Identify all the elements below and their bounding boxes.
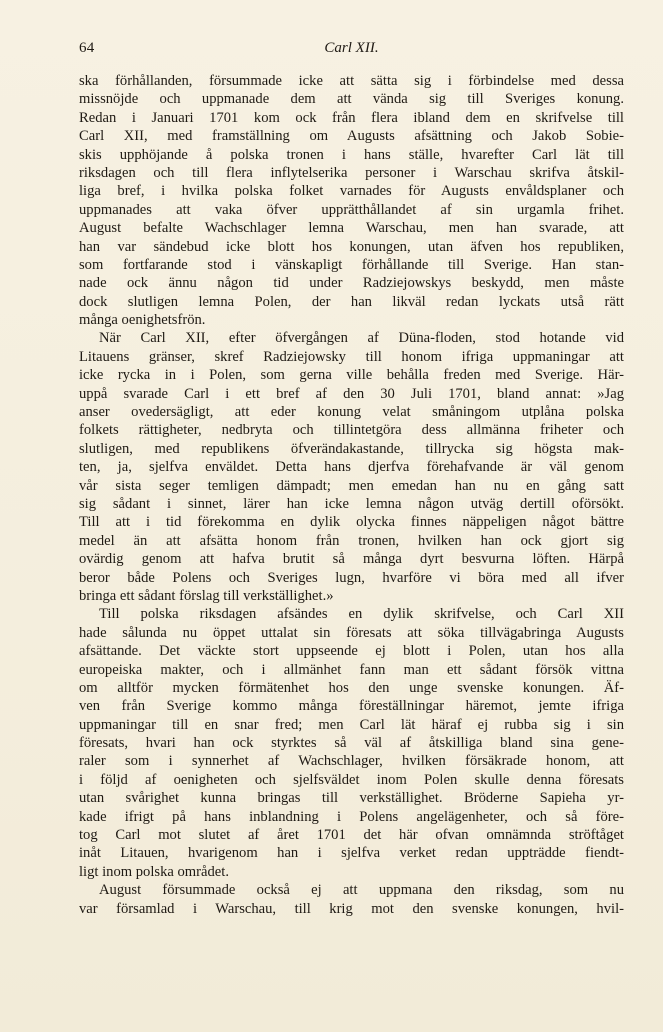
paragraph (79, 72, 624, 329)
text-line: liga bref, i hvilka polska folket varnades för Augusts envåldsplaner och (79, 183, 624, 200)
text-line: utan svårighet kunna bringas till verkställighet. Bröderne Sapieha yr- (79, 790, 624, 807)
text-line: europeiska makter, och i allmänhet fann man ett sådant försök vittna (79, 661, 624, 678)
text-line: Redan i Januari 1701 kom ock från flera ibland dem en skrifvelse till (79, 109, 624, 126)
text-line: nade ock ännu någon tid under Radziejowskys beskydd, men måste (79, 275, 624, 292)
text-line: Litauens gränser, skref Radziejowsky till honom ifriga uppmaningar att (79, 348, 624, 365)
text-line: han var sändebud icke blott hos konungen, utan äfven hos republiken, (79, 238, 624, 255)
text-line: uppmanades att vaka öfver upprätthållandet af sin urgamla frihet. (79, 201, 624, 218)
text-line: anser ovedersägligt, att eder konung velat småningom utplåna polska (79, 404, 624, 421)
text-line: riksdagen och till flera inflytelserika personer i Warschau skrifva åtskil- (79, 164, 624, 181)
text-line: många oenighetsfrön. (79, 312, 206, 329)
text-line: ven från Sverige kommo många föreställningar häremot, jemte ifriga (79, 698, 624, 715)
text-line: föresats, hvari han ock styrktes så väl af åtskilliga bland sina gene- (79, 735, 624, 752)
text-line: dock slutligen lemna Polen, der han likväl redan lyckats utså rätt (79, 293, 624, 310)
text-line: tog Carl mot slutet af året 1701 det här ofvan omnämnda ströftåget (79, 827, 624, 844)
text-line: som fortfarande stod i vänskapligt förhållande till Sverige. Han stan- (79, 256, 624, 273)
text-line: inåt Litauen, hvarigenom han i sjelfva verket redan uppträdde fiendt- (79, 845, 624, 862)
text-line: uppå svarade Carl i ett bref af den 30 Juli 1701, bland annat: »Jag (79, 385, 624, 402)
text-line: afsättande. Det väckte stort uppseende ej blott i Polen, utan hos alla (79, 643, 624, 660)
page-number: 64 (79, 40, 95, 56)
text-line: När Carl XII, efter öfvergången af Düna-floden, stod hotande vid (99, 330, 624, 347)
text-line: hade sålunda nu öppet uttalat sin föresats att söka tillvägabringa Augusts (79, 624, 624, 641)
paragraph (79, 605, 624, 881)
text-line: sig sådant i sinnet, lärer han icke lemna någon utväg dertill oförsökt. (79, 495, 624, 512)
text-line: var församlad i Warschau, till krig mot den svenske konungen, hvil- (79, 900, 624, 917)
text-line: slutligen, med republikens öfverändakastande, tillrycka sig högsta mak- (79, 440, 624, 457)
text-line: ska förhållanden, försummade icke att sätta sig i förbindelse med dessa (79, 73, 624, 89)
text-line: Till att i tid förekomma en dylik olycka finnes näppeligen något bättre (79, 514, 624, 531)
text-line: ten, ja, sjelfva enväldet. Detta hans djerfva förehafvande är väl genom (79, 459, 624, 476)
running-title: Carl XII. (324, 40, 379, 56)
text-line: raler som i synnerhet af Wachschlager, hvilken försäkrade honom, att (79, 753, 624, 770)
text-line: Till polska riksdagen afsändes en dylik skrifvelse, och Carl XII (99, 606, 624, 623)
text-line: ligt inom polska området. (79, 863, 229, 880)
text-line: om alltför mycken förmätenhet hos den unge svenske konungen. Äf- (79, 679, 624, 696)
text-line: folkets rättigheter, nedbryta och tillintetgöra dess allmänna friheter och (79, 422, 624, 439)
text-line: uppmaningar till en snar fred; men Carl lät häraf ej rubba sig i sin (79, 716, 624, 733)
text-line: i följd af oenigheten och sjelfsväldet inom Polen skulle denna föresats (79, 771, 624, 788)
text-line: Carl XII, med framställning om Augusts afsättning och Jakob Sobie- (79, 128, 624, 145)
text-line: skis upphöjande å polska tronen i hans ställe, hvarefter Carl lät till (79, 146, 624, 163)
text-line: icke rycka in i Polen, som gerna ville behålla freden med Sverige. Här- (79, 367, 624, 384)
text-line: August försummade också ej att uppmana den riksdag, som nu (99, 882, 624, 899)
paragraph (79, 881, 624, 918)
page-header (79, 40, 624, 62)
text-line: August befalte Wachschlager lemna Warschau, men han svarade, att (79, 220, 624, 237)
body-text (79, 72, 624, 918)
paragraph (79, 329, 624, 605)
text-line: vår sista seger temligen dämpadt; men emedan han nu en gång satt (79, 477, 624, 494)
text-line: missnöjde och uppmanade dem att vända sig till Sveriges konung. (79, 91, 624, 108)
text-line: medel än att afsätta honom från tronen, hvilken han ock gjort sig (79, 532, 624, 549)
text-line: bringa ett sådant förslag till verkställighet.» (79, 587, 334, 604)
text-line: beror både Polens och Sveriges lugn, hvarföre vi böra med all ifver (79, 569, 624, 586)
text-line: kade ifrigt på hans inblandning i Polens angelägenheter, och så före- (79, 808, 624, 825)
text-line: ovärdig genom att hafva brutit så många dyrt besvurna löften. Härpå (79, 551, 624, 568)
